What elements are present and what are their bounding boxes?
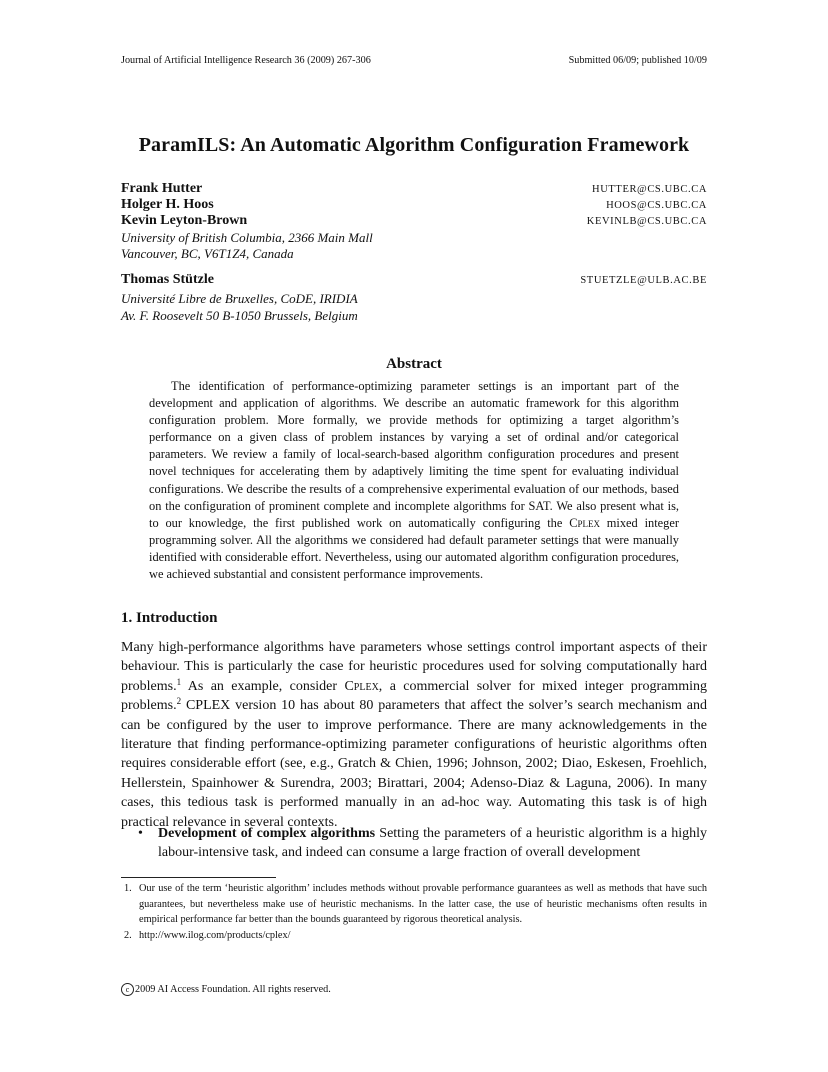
- footnote-marker: 1: [176, 676, 182, 687]
- intro-text: As an example, consider: [181, 678, 345, 694]
- paper-title: ParamILS: An Automatic Algorithm Configuration Framework: [138, 134, 690, 156]
- bullet-icon: •: [138, 826, 143, 841]
- intro-paragraph: [121, 638, 707, 832]
- author-email: HOOS@CS.UBC.CA: [606, 200, 707, 211]
- copyright-notice: [121, 983, 331, 996]
- author-name: Thomas Stützle: [121, 272, 214, 287]
- footnote-text: Our use of the term ‘heuristic algorithm’ includes methods without provable performance guarantees as well as methods that have such guarantees, but nevertheless make use of heuristic mechanisms. In the latter case, the use of heuristic mechanisms often results in empirical performance far better than the bounds guaranteed by rigorous theoretical analysis.: [139, 883, 707, 926]
- author-name: Frank Hutter: [121, 181, 203, 196]
- author-email: STUETZLE@ULB.AC.BE: [580, 275, 707, 286]
- footnote-divider: [121, 877, 276, 878]
- journal-header: Journal of Artificial Intelligence Research 36 (2009) 267-306: [121, 55, 371, 66]
- abstract-text-part: The identification of performance-optimizing parameter settings is an important part of the development and application of algorithms. We describe an automatic framework for this algorithm configuration problem. More formally, we provide methods for optimizing a target algorithm’s performance on a given class of problem instances by varying a set of ordinal and/or categorical parameters. We review a family of local-search-based algorithm configuration procedures and present novel techniques for accelerating them by adaptively limiting the time spent for evaluating individual configurations. We describe the results of a comprehensive experimental evaluation of our methods, based on the configuration of prominent complete and incomplete algorithms for SAT. We also present what is, to our knowledge, the first published work on automatically configuring the: [149, 379, 679, 530]
- author-name: Holger H. Hoos: [121, 197, 214, 212]
- intro-text: , a commercial solver for mixed integer programming problems.: [121, 678, 707, 714]
- affiliation-line: University of British Columbia, 2366 Main Mall: [121, 230, 373, 245]
- intro-text: CPLEX version 10 has about 80 parameters that affect the solver’s search mechanism and can be configured by the user to improve performance. There are many acknowledgements in the literature that finding performance-optimizing parameter configurations of heuristic algorithms often requires considerable effort (see, e.g., Gratch & Chien, 1996; Johnson, 2002; Diao, Eskesen, Froehlich, Hellerstein, Spainhower & Surendra, 2003; Birattari, 2004; Adenso-Diaz & Laguna, 2006). In many cases, this tedious task is performed manually in an ad-hoc way. Automating this task is of high practical relevance in several contexts.: [121, 698, 707, 830]
- intro-text: Many high-performance algorithms have parameters whose settings control important aspects of their behaviour. This is particularly the case for heuristic procedures used for solving computationally hard problems.: [121, 640, 707, 694]
- abstract-text-part: mixed integer programming solver. All the algorithms we considered had default parameter settings that were manually identified with considerable effort. Nevertheless, using our automated algorithm configuration procedures, we achieved substantial and consistent performance improvements.: [149, 515, 679, 582]
- footnote-link[interactable]: http://www.ilog.com/products/cplex/: [139, 929, 291, 941]
- abstract-text: [149, 378, 679, 583]
- author-email: KEVINLB@CS.UBC.CA: [586, 216, 707, 227]
- bullet-title: Development of complex algorithms: [158, 826, 376, 841]
- affiliation-line: Vancouver, BC, V6T1Z4, Canada: [121, 246, 294, 261]
- footnotes: [121, 881, 707, 943]
- submission-dates: Submitted 06/09; published 10/09: [568, 55, 707, 66]
- copyright-text: 2009 AI Access Foundation. All rights reserved.: [135, 983, 331, 995]
- footnote-marker: 2: [176, 696, 182, 707]
- author-name: Kevin Leyton-Brown: [121, 213, 248, 228]
- bullet-text: Setting the parameters of a heuristic algorithm is a highly labour-intensive task, and indeed can consume a large fraction of overall development: [158, 826, 707, 861]
- abstract-heading: Abstract: [386, 356, 442, 372]
- footnote: [121, 928, 707, 944]
- copyright-icon: c: [121, 983, 134, 996]
- cplex-name: Cplex: [344, 678, 379, 694]
- footnote-number: 1.: [124, 883, 132, 894]
- footnote: [121, 881, 707, 928]
- footnote-number: 2.: [124, 929, 132, 941]
- section-heading: 1. Introduction: [121, 610, 218, 626]
- cplex-name: Cplex: [569, 515, 600, 530]
- affiliation-line: Av. F. Roosevelt 50 B-1050 Brussels, Belgium: [121, 308, 358, 323]
- bullet-item: [138, 824, 707, 863]
- author-email: HUTTER@CS.UBC.CA: [592, 184, 707, 195]
- affiliation-line: Université Libre de Bruxelles, CoDE, IRIDIA: [121, 291, 358, 306]
